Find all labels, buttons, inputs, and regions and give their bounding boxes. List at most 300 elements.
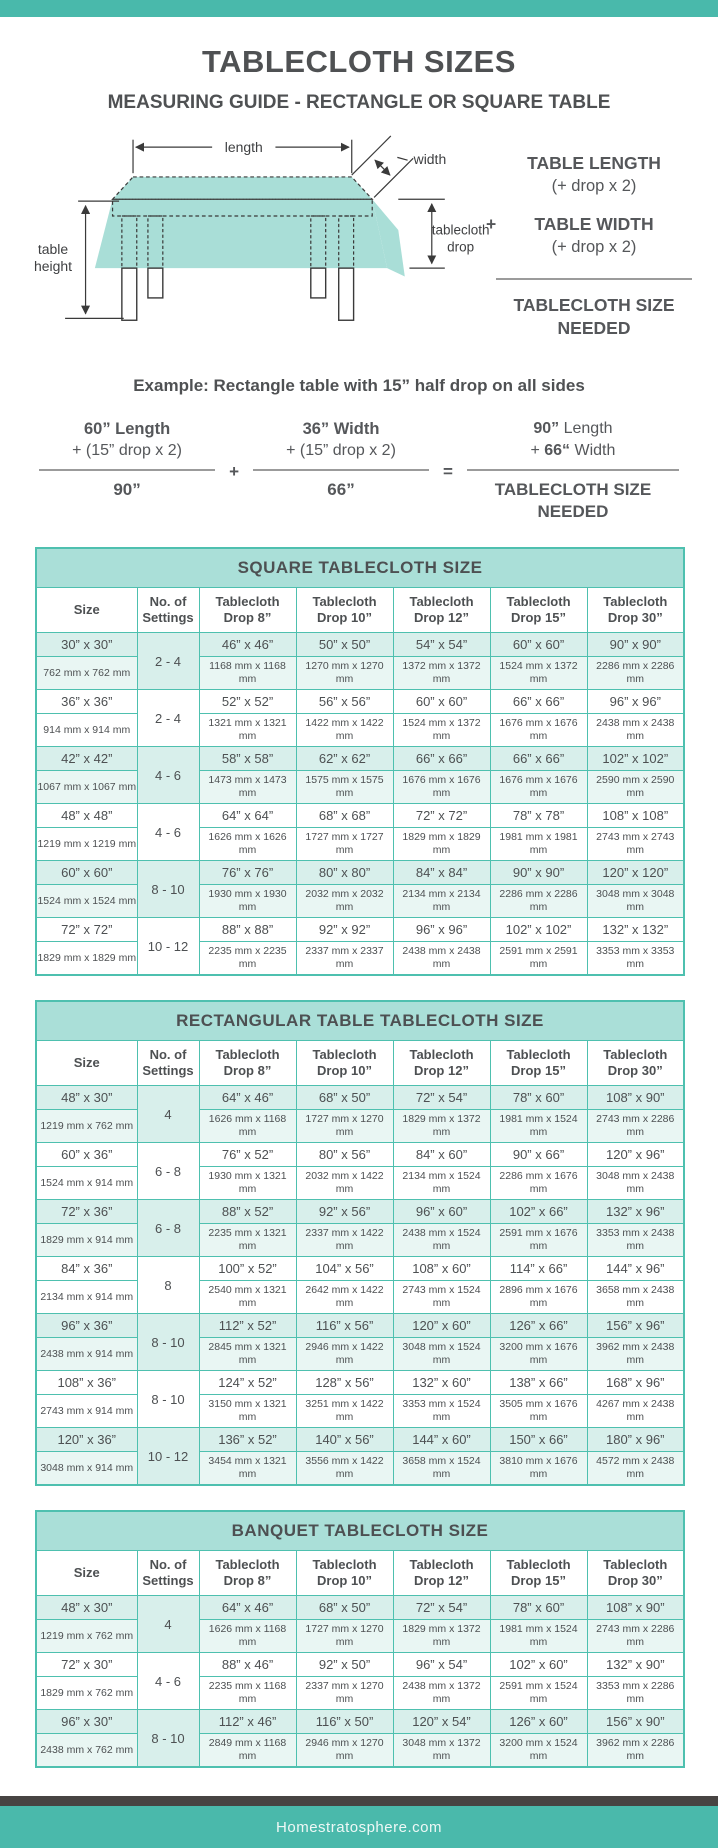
height-label-line1: table (37, 241, 69, 258)
table-row-mm (36, 1677, 684, 1710)
column-header: No. of Settings (137, 1551, 199, 1596)
drop-cell-inches: 102” x 60” (490, 1653, 587, 1677)
drop-cell-inches: 128” x 56” (296, 1371, 393, 1395)
drop-cell-mm: 2438 mm x 1372 mm (393, 1677, 490, 1710)
settings-cell: 8 - 10 (137, 1371, 199, 1428)
table-row-inches (36, 1257, 684, 1281)
size-cell-inches: 72” x 72” (36, 918, 137, 942)
column-header: Tablecloth Drop 12” (393, 588, 490, 633)
drop-cell-mm: 2438 mm x 1524 mm (393, 1224, 490, 1257)
result-caption-line1: TABLECLOTH SIZE (494, 480, 652, 499)
formula-table-length: TABLE LENGTH (527, 153, 661, 173)
drop-cell-inches: 96” x 96” (587, 690, 684, 714)
table-row-inches (36, 1371, 684, 1395)
result-width-line (467, 440, 679, 462)
drop-cell-inches: 64” x 46” (199, 1086, 296, 1110)
drop-cell-mm: 3658 mm x 2438 mm (587, 1281, 684, 1314)
size-table (35, 547, 685, 976)
size-cell-inches: 48” x 48” (36, 804, 137, 828)
table-row-inches (36, 1710, 684, 1734)
drop-cell-mm: 1372 mm x 1372 mm (393, 657, 490, 690)
drop-cell-inches: 56” x 56” (296, 690, 393, 714)
drop-cell-inches: 102” x 102” (587, 747, 684, 771)
table-row-mm (36, 1281, 684, 1314)
drop-cell-inches: 64” x 64” (199, 804, 296, 828)
table-row-inches (36, 1428, 684, 1452)
drop-cell-mm: 1981 mm x 1524 mm (490, 1620, 587, 1653)
width-fraction-top: 36” Width (302, 420, 380, 438)
drop-cell-inches: 62” x 62” (296, 747, 393, 771)
drop-cell-mm: 1270 mm x 1270 mm (296, 657, 393, 690)
result-length-label: Length (563, 420, 613, 437)
size-cell-inches: 48” x 30” (36, 1086, 137, 1110)
table-row-inches (36, 1314, 684, 1338)
table-row-mm (36, 714, 684, 747)
drop-cell-mm: 1168 mm x 1168 mm (199, 657, 296, 690)
drop-cell-mm: 1930 mm x 1930 mm (199, 885, 296, 918)
drop-cell-mm: 3200 mm x 1524 mm (490, 1734, 587, 1768)
table-row-mm (36, 1734, 684, 1768)
drop-cell-mm: 2286 mm x 2286 mm (490, 885, 587, 918)
drop-cell-mm: 2849 mm x 1168 mm (199, 1734, 296, 1768)
table-row-mm (36, 1338, 684, 1371)
drop-cell-inches: 124” x 52” (199, 1371, 296, 1395)
size-cell-mm: 1829 mm x 1829 mm (36, 942, 137, 976)
page-title: TABLECLOTH SIZES (202, 44, 516, 79)
drop-cell-inches: 150” x 66” (490, 1428, 587, 1452)
formula-plus-sign: + (486, 214, 497, 234)
table-title: RECTANGULAR TABLE TABLECLOTH SIZE (36, 1001, 684, 1041)
column-header: Tablecloth Drop 12” (393, 1551, 490, 1596)
drop-cell-mm: 3454 mm x 1321 mm (199, 1452, 296, 1486)
settings-cell: 4 - 6 (137, 804, 199, 861)
table-row-inches (36, 1143, 684, 1167)
length-fraction-result: 90” (113, 480, 141, 499)
drop-cell-inches: 108” x 60” (393, 1257, 490, 1281)
drop-cell-mm: 3353 mm x 1524 mm (393, 1395, 490, 1428)
drop-cell-inches: 96” x 60” (393, 1200, 490, 1224)
drop-cell-inches: 132” x 60” (393, 1371, 490, 1395)
drop-cell-inches: 72” x 54” (393, 1596, 490, 1620)
drop-cell-inches: 136” x 52” (199, 1428, 296, 1452)
drop-cell-inches: 144” x 60” (393, 1428, 490, 1452)
table-row-inches (36, 1596, 684, 1620)
size-cell-mm: 1829 mm x 914 mm (36, 1224, 137, 1257)
size-cell-inches: 42” x 42” (36, 747, 137, 771)
drop-cell-inches: 66” x 66” (490, 747, 587, 771)
drop-cell-mm: 3150 mm x 1321 mm (199, 1395, 296, 1428)
column-header: Tablecloth Drop 15” (490, 588, 587, 633)
drop-cell-inches: 78” x 60” (490, 1086, 587, 1110)
page-subtitle: MEASURING GUIDE - RECTANGLE OR SQUARE TABLE (107, 92, 611, 113)
drop-cell-mm: 2134 mm x 2134 mm (393, 885, 490, 918)
table-diagram (26, 130, 496, 356)
result-width-value: 66“ (544, 442, 571, 459)
drop-cell-inches: 108” x 108” (587, 804, 684, 828)
drop-cell-mm: 3200 mm x 1676 mm (490, 1338, 587, 1371)
drop-cell-mm: 2743 mm x 2286 mm (587, 1110, 684, 1143)
drop-cell-inches: 80” x 56” (296, 1143, 393, 1167)
settings-cell: 4 (137, 1086, 199, 1143)
drop-cell-inches: 78” x 60” (490, 1596, 587, 1620)
drop-cell-inches: 52” x 52” (199, 690, 296, 714)
size-cell-mm: 1524 mm x 914 mm (36, 1167, 137, 1200)
formula-divider (496, 278, 692, 280)
drop-cell-inches: 120” x 60” (393, 1314, 490, 1338)
size-cell-mm: 1524 mm x 1524 mm (36, 885, 137, 918)
table-row-mm (36, 657, 684, 690)
drop-label-line1: tablecloth (431, 222, 490, 238)
drop-cell-mm: 2591 mm x 2591 mm (490, 942, 587, 976)
size-cell-inches: 72” x 36” (36, 1200, 137, 1224)
result-caption-line2: NEEDED (537, 502, 609, 521)
drop-cell-mm: 2235 mm x 1321 mm (199, 1224, 296, 1257)
table-row-inches (36, 747, 684, 771)
drop-cell-inches: 108” x 90” (587, 1596, 684, 1620)
size-cell-mm: 3048 mm x 914 mm (36, 1452, 137, 1486)
table-row-mm (36, 1452, 684, 1486)
column-header: Tablecloth Drop 10” (296, 1551, 393, 1596)
drop-cell-inches: 102” x 66” (490, 1200, 587, 1224)
drop-cell-mm: 2032 mm x 1422 mm (296, 1167, 393, 1200)
drop-cell-mm: 2286 mm x 2286 mm (587, 657, 684, 690)
height-label-line2: height (33, 257, 73, 274)
length-label: length (224, 138, 263, 155)
banquet-tablecloth-table (35, 1510, 683, 1768)
drop-cell-inches: 60” x 60” (393, 690, 490, 714)
drop-cell-mm: 2337 mm x 1270 mm (296, 1677, 393, 1710)
drop-cell-inches: 76” x 76” (199, 861, 296, 885)
table-row-inches (36, 804, 684, 828)
size-cell-inches: 60” x 60” (36, 861, 137, 885)
settings-cell: 10 - 12 (137, 918, 199, 976)
drop-cell-mm: 2896 mm x 1676 mm (490, 1281, 587, 1314)
drop-cell-inches: 90” x 90” (490, 861, 587, 885)
size-cell-mm: 1067 mm x 1067 mm (36, 771, 137, 804)
settings-cell: 2 - 4 (137, 633, 199, 690)
drop-cell-mm: 1524 mm x 1372 mm (490, 657, 587, 690)
drop-cell-mm: 3251 mm x 1422 mm (296, 1395, 393, 1428)
drop-cell-mm: 2591 mm x 1676 mm (490, 1224, 587, 1257)
drop-cell-inches: 168” x 96” (587, 1371, 684, 1395)
drop-label-line2: drop (447, 239, 475, 255)
settings-cell: 8 (137, 1257, 199, 1314)
size-cell-mm: 762 mm x 762 mm (36, 657, 137, 690)
drop-cell-mm: 2743 mm x 1524 mm (393, 1281, 490, 1314)
column-header: Tablecloth Drop 8” (199, 1551, 296, 1596)
size-cell-mm: 2438 mm x 914 mm (36, 1338, 137, 1371)
table-row-mm (36, 942, 684, 976)
drop-cell-inches: 50” x 50” (296, 633, 393, 657)
drop-cell-mm: 3556 mm x 1422 mm (296, 1452, 393, 1486)
drop-cell-inches: 92” x 92” (296, 918, 393, 942)
drop-cell-mm: 1626 mm x 1168 mm (199, 1620, 296, 1653)
length-fraction (39, 418, 215, 501)
column-header: Size (36, 1551, 137, 1596)
drop-cell-inches: 84” x 84” (393, 861, 490, 885)
drop-cell-mm: 3048 mm x 1524 mm (393, 1338, 490, 1371)
table-row-mm (36, 885, 684, 918)
result-length-value: 90” (533, 420, 560, 437)
drop-cell-inches: 84” x 60” (393, 1143, 490, 1167)
formula-result-line1: TABLECLOTH SIZE (513, 295, 675, 315)
drop-cell-mm: 3048 mm x 2438 mm (587, 1167, 684, 1200)
drop-cell-mm: 3505 mm x 1676 mm (490, 1395, 587, 1428)
drop-cell-inches: 116” x 56” (296, 1314, 393, 1338)
footer-band (0, 1806, 718, 1848)
length-fraction-top: 60” Length (83, 420, 171, 438)
settings-cell: 6 - 8 (137, 1143, 199, 1200)
formula-width-drop: (+ drop x 2) (551, 238, 637, 256)
drop-cell-mm: 2590 mm x 2590 mm (587, 771, 684, 804)
size-cell-mm: 1219 mm x 762 mm (36, 1110, 137, 1143)
settings-cell: 4 - 6 (137, 747, 199, 804)
fraction-divider (467, 469, 679, 471)
settings-cell: 6 - 8 (137, 1200, 199, 1257)
drop-cell-inches: 132” x 96” (587, 1200, 684, 1224)
table-title-row (36, 1001, 684, 1041)
drop-cell-inches: 156” x 90” (587, 1710, 684, 1734)
drop-cell-mm: 2743 mm x 2286 mm (587, 1620, 684, 1653)
table-row-inches (36, 1200, 684, 1224)
drop-cell-mm: 1473 mm x 1473 mm (199, 771, 296, 804)
drop-cell-inches: 78” x 78” (490, 804, 587, 828)
rectangular-tablecloth-table (35, 1000, 683, 1486)
table-title: SQUARE TABLECLOTH SIZE (36, 548, 684, 588)
top-color-band (0, 0, 718, 17)
column-header: No. of Settings (137, 1041, 199, 1086)
column-header: Tablecloth Drop 12” (393, 1041, 490, 1086)
drop-cell-mm: 1727 mm x 1727 mm (296, 828, 393, 861)
table-row-inches (36, 1653, 684, 1677)
drop-cell-inches: 46” x 46” (199, 633, 296, 657)
drop-cell-mm: 1930 mm x 1321 mm (199, 1167, 296, 1200)
tablecloth-shape (95, 177, 405, 277)
drop-cell-mm: 1829 mm x 1372 mm (393, 1620, 490, 1653)
drop-cell-inches: 96” x 96” (393, 918, 490, 942)
drop-cell-inches: 120” x 120” (587, 861, 684, 885)
table-header-row (36, 588, 684, 633)
drop-cell-mm: 3658 mm x 1524 mm (393, 1452, 490, 1486)
drop-cell-inches: 108” x 90” (587, 1086, 684, 1110)
table-row-inches (36, 1086, 684, 1110)
drop-cell-inches: 54” x 54” (393, 633, 490, 657)
column-header: Tablecloth Drop 30” (587, 588, 684, 633)
drop-cell-mm: 1981 mm x 1981 mm (490, 828, 587, 861)
drop-cell-inches: 132” x 90” (587, 1653, 684, 1677)
drop-cell-inches: 120” x 54” (393, 1710, 490, 1734)
table-title: BANQUET TABLECLOTH SIZE (36, 1511, 684, 1551)
example-calculation (0, 418, 718, 523)
size-cell-mm: 914 mm x 914 mm (36, 714, 137, 747)
drop-cell-mm: 1626 mm x 1168 mm (199, 1110, 296, 1143)
formula-table-width: TABLE WIDTH (534, 214, 654, 234)
footer-dark-bar (0, 1796, 718, 1806)
drop-cell-mm: 3048 mm x 3048 mm (587, 885, 684, 918)
size-cell-inches: 48” x 30” (36, 1596, 137, 1620)
table-title-row (36, 1511, 684, 1551)
drop-cell-inches: 88” x 88” (199, 918, 296, 942)
size-cell-mm: 2743 mm x 914 mm (36, 1395, 137, 1428)
drop-cell-mm: 1524 mm x 1372 mm (393, 714, 490, 747)
column-header: Tablecloth Drop 30” (587, 1551, 684, 1596)
drop-cell-mm: 2235 mm x 1168 mm (199, 1677, 296, 1710)
drop-cell-inches: 64” x 46” (199, 1596, 296, 1620)
width-fraction-drop: + (15” drop x 2) (286, 442, 396, 459)
drop-cell-inches: 116” x 50” (296, 1710, 393, 1734)
drop-cell-mm: 3353 mm x 2438 mm (587, 1224, 684, 1257)
column-header: Tablecloth Drop 8” (199, 588, 296, 633)
size-cell-inches: 108” x 36” (36, 1371, 137, 1395)
drop-cell-mm: 1981 mm x 1524 mm (490, 1110, 587, 1143)
drop-cell-inches: 80” x 80” (296, 861, 393, 885)
size-cell-mm: 1219 mm x 1219 mm (36, 828, 137, 861)
settings-cell: 8 - 10 (137, 1710, 199, 1768)
table-row-inches (36, 633, 684, 657)
drop-cell-inches: 102” x 102” (490, 918, 587, 942)
formula-length-drop: (+ drop x 2) (551, 177, 637, 195)
column-header: Tablecloth Drop 8” (199, 1041, 296, 1086)
table-row-mm (36, 828, 684, 861)
size-cell-mm: 2134 mm x 914 mm (36, 1281, 137, 1314)
drop-cell-mm: 2032 mm x 2032 mm (296, 885, 393, 918)
drop-cell-inches: 140” x 56” (296, 1428, 393, 1452)
drop-cell-inches: 68” x 68” (296, 804, 393, 828)
drop-cell-inches: 58” x 58” (199, 747, 296, 771)
drop-cell-inches: 180” x 96” (587, 1428, 684, 1452)
drop-cell-mm: 2845 mm x 1321 mm (199, 1338, 296, 1371)
drop-cell-mm: 2540 mm x 1321 mm (199, 1281, 296, 1314)
width-label: width (413, 150, 447, 167)
drop-cell-inches: 144” x 96” (587, 1257, 684, 1281)
drop-cell-mm: 3353 mm x 3353 mm (587, 942, 684, 976)
table-row-mm (36, 1224, 684, 1257)
size-cell-inches: 120” x 36” (36, 1428, 137, 1452)
drop-cell-mm: 3048 mm x 1372 mm (393, 1734, 490, 1768)
drop-cell-mm: 4267 mm x 2438 mm (587, 1395, 684, 1428)
drop-cell-mm: 1321 mm x 1321 mm (199, 714, 296, 747)
drop-cell-mm: 4572 mm x 2438 mm (587, 1452, 684, 1486)
table-row-mm (36, 771, 684, 804)
drop-cell-mm: 2946 mm x 1270 mm (296, 1734, 393, 1768)
settings-cell: 8 - 10 (137, 1314, 199, 1371)
settings-cell: 10 - 12 (137, 1428, 199, 1486)
size-cell-inches: 96” x 36” (36, 1314, 137, 1338)
drop-cell-inches: 72” x 54” (393, 1086, 490, 1110)
drop-cell-inches: 76” x 52” (199, 1143, 296, 1167)
drop-cell-mm: 3962 mm x 2438 mm (587, 1338, 684, 1371)
settings-cell: 4 - 6 (137, 1653, 199, 1710)
fraction-divider (39, 469, 215, 471)
measuring-diagram-section (0, 114, 718, 356)
drop-cell-mm: 2438 mm x 2438 mm (393, 942, 490, 976)
drop-cell-mm: 2438 mm x 2438 mm (587, 714, 684, 747)
table-title-row (36, 548, 684, 588)
size-cell-inches: 96” x 30” (36, 1710, 137, 1734)
width-fraction-result: 66” (327, 480, 355, 499)
drop-cell-inches: 138” x 66” (490, 1371, 587, 1395)
drop-cell-inches: 92” x 56” (296, 1200, 393, 1224)
drop-cell-inches: 88” x 52” (199, 1200, 296, 1224)
drop-cell-mm: 1676 mm x 1676 mm (393, 771, 490, 804)
fraction-divider (253, 469, 429, 471)
table-row-mm (36, 1110, 684, 1143)
settings-cell: 8 - 10 (137, 861, 199, 918)
size-table (35, 1510, 685, 1768)
column-header: No. of Settings (137, 588, 199, 633)
table-legs (122, 268, 354, 320)
drop-cell-inches: 156” x 96” (587, 1314, 684, 1338)
footer-site-name: Homestratosphere.com (276, 1818, 442, 1836)
drop-cell-mm: 1727 mm x 1270 mm (296, 1620, 393, 1653)
table-header-row (36, 1041, 684, 1086)
drop-cell-mm: 3962 mm x 2286 mm (587, 1734, 684, 1768)
size-cell-mm: 2438 mm x 762 mm (36, 1734, 137, 1768)
drop-cell-inches: 126” x 60” (490, 1710, 587, 1734)
drop-cell-mm: 2134 mm x 1524 mm (393, 1167, 490, 1200)
drop-cell-inches: 68” x 50” (296, 1596, 393, 1620)
settings-cell: 4 (137, 1596, 199, 1653)
table-row-inches (36, 861, 684, 885)
drop-cell-mm: 1829 mm x 1372 mm (393, 1110, 490, 1143)
length-fraction-drop: + (15” drop x 2) (72, 442, 182, 459)
size-cell-inches: 84” x 36” (36, 1257, 137, 1281)
table-header-row (36, 1551, 684, 1596)
result-fraction (467, 418, 679, 523)
size-tables-section (0, 547, 718, 1768)
drop-cell-inches: 60” x 60” (490, 633, 587, 657)
drop-cell-mm: 1422 mm x 1422 mm (296, 714, 393, 747)
drop-cell-inches: 104” x 56” (296, 1257, 393, 1281)
drop-cell-mm: 2591 mm x 1524 mm (490, 1677, 587, 1710)
drop-cell-inches: 88” x 46” (199, 1653, 296, 1677)
drop-cell-inches: 66” x 66” (490, 690, 587, 714)
drop-cell-mm: 1829 mm x 1829 mm (393, 828, 490, 861)
size-cell-inches: 30” x 30” (36, 633, 137, 657)
drop-cell-inches: 90” x 66” (490, 1143, 587, 1167)
drop-cell-inches: 90” x 90” (587, 633, 684, 657)
formula-result-line2: NEEDED (557, 318, 631, 338)
result-width-label: Width (574, 442, 616, 459)
drop-cell-mm: 2743 mm x 2743 mm (587, 828, 684, 861)
square-tablecloth-table (35, 547, 683, 976)
table-row-mm (36, 1395, 684, 1428)
drop-cell-mm: 2286 mm x 1676 mm (490, 1167, 587, 1200)
column-header: Tablecloth Drop 15” (490, 1041, 587, 1086)
drop-cell-inches: 92” x 50” (296, 1653, 393, 1677)
column-header: Tablecloth Drop 10” (296, 588, 393, 633)
drop-cell-mm: 1676 mm x 1676 mm (490, 714, 587, 747)
column-header: Tablecloth Drop 15” (490, 1551, 587, 1596)
settings-cell: 2 - 4 (137, 690, 199, 747)
drop-cell-inches: 68” x 50” (296, 1086, 393, 1110)
drop-cell-mm: 1575 mm x 1575 mm (296, 771, 393, 804)
drop-cell-inches: 132” x 132” (587, 918, 684, 942)
result-plus: + (530, 442, 540, 459)
example-heading: Example: Rectangle table with 15” half drop on all sides (133, 376, 585, 395)
size-cell-mm: 1219 mm x 762 mm (36, 1620, 137, 1653)
drop-cell-inches: 112” x 46” (199, 1710, 296, 1734)
drop-cell-mm: 3353 mm x 2286 mm (587, 1677, 684, 1710)
drop-cell-mm: 1626 mm x 1626 mm (199, 828, 296, 861)
equals-operator: = (443, 462, 453, 481)
result-length-line (467, 418, 679, 440)
table-row-mm (36, 1167, 684, 1200)
column-header: Tablecloth Drop 10” (296, 1041, 393, 1086)
drop-cell-inches: 112” x 52” (199, 1314, 296, 1338)
column-header: Tablecloth Drop 30” (587, 1041, 684, 1086)
table-row-inches (36, 918, 684, 942)
